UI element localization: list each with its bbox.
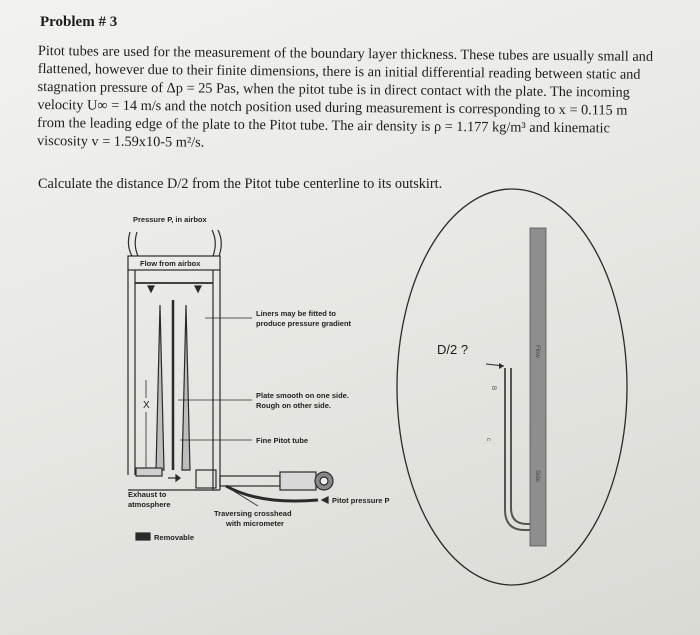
micrometer-shaft — [220, 476, 280, 486]
side-small-label: Side — [534, 470, 540, 483]
liner-right — [182, 305, 190, 470]
statement-line: Pitot tubes are used for the measurement of the boundary layer thickness. These tubes are usually small and — [37, 42, 654, 65]
flow-arrow-icon — [195, 286, 201, 292]
fine-pitot-label: Fine Pitot tube — [256, 436, 309, 445]
inlet-wall-left-inner — [135, 232, 138, 256]
statement-line: from the leading edge of the plate to the Pitot tube. The air density is ρ = 1.177 kg/m³ and kinematic — [37, 114, 610, 137]
flow-from-airbox-label: Flow from airbox — [140, 259, 201, 268]
statement-line: velocity U∞ = 14 m/s and the notch position used during measurement is corresponding to x = 0.115 m — [37, 96, 628, 119]
zoom-pitot-tube-inner — [511, 368, 530, 524]
liners-label-line2: produce pressure gradient — [256, 319, 352, 328]
c-small-label: c — [485, 438, 491, 441]
base-block — [136, 468, 162, 476]
inlet-wall-left — [128, 232, 132, 256]
d-half-arrow-icon — [499, 363, 504, 369]
apparatus-drawing — [128, 215, 390, 542]
micrometer-knob-center — [320, 477, 328, 485]
b-small-label: B — [490, 386, 496, 391]
traversing-label-line2: with micrometer — [226, 519, 284, 528]
removable-legend-swatch — [136, 533, 150, 540]
traversing-label-line1: Traversing crosshead — [214, 509, 292, 518]
liners-label-line1: Liners may be fitted to — [256, 309, 337, 318]
inlet-wall-right — [218, 230, 221, 256]
statement-line: viscosity v = 1.59x10-5 m²/s. — [36, 132, 205, 151]
exhaust-label-line2: atmosphere — [128, 500, 171, 509]
plate-label-line2: Rough on other side. — [256, 401, 331, 410]
flow-arrow-icon — [148, 286, 154, 292]
statement-line: stagnation pressure of Δp = 25 Pas, when the pitot tube is in direct contact with the plate. The incoming — [37, 78, 630, 101]
zoom-detail — [397, 189, 627, 585]
inlet-wall-right-inner — [212, 230, 215, 256]
x-marker-label: X — [143, 400, 150, 411]
pitot-pressure-label: Pitot pressure P — [332, 496, 390, 505]
d-half-label: D/2 ? — [437, 342, 469, 357]
statement-line: flattened, however due to their finite dimensions, there is an initial differential reading between static and — [37, 60, 641, 83]
flow-small-label: Flow — [534, 345, 540, 358]
zoom-plate — [530, 228, 546, 546]
plate-label-line1: Plate smooth on one side. — [256, 391, 349, 400]
liner-left — [156, 305, 164, 470]
pressure-label: Pressure P, in airbox — [133, 215, 207, 224]
exhaust-label-line1: Exhaust to — [128, 490, 167, 499]
removable-label: Removable — [154, 533, 195, 542]
exhaust-arrow-icon — [176, 475, 180, 481]
zoom-pitot-tube-outer — [505, 368, 530, 530]
pitot-pressure-arrow-icon — [322, 497, 328, 503]
problem-question: Calculate the distance D/2 from the Pitot tube centerline to its outskirt. — [38, 176, 443, 192]
problem-heading: Problem # 3 — [40, 14, 118, 30]
micrometer-body — [280, 472, 316, 490]
